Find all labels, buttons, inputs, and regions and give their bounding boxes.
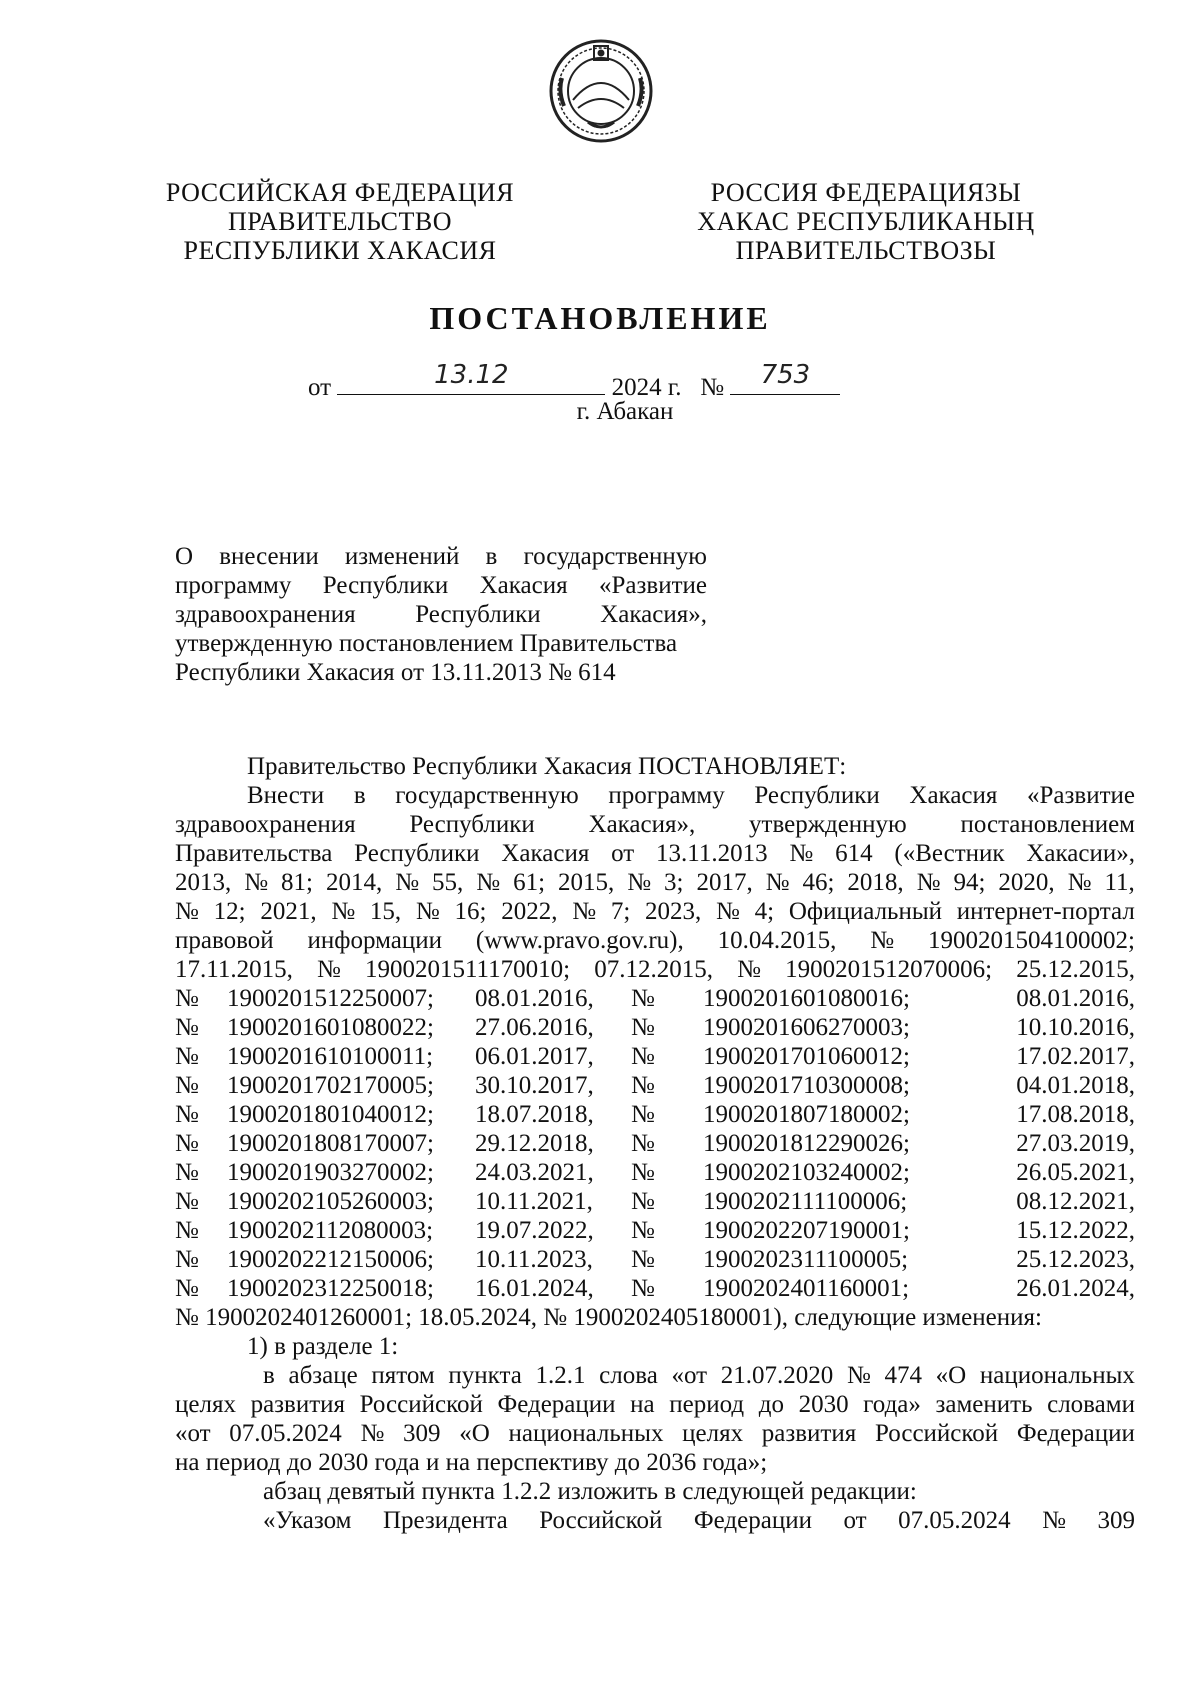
publication-row: № 1900201512250007; 08.01.2016, № 1900201601080016; 08.01.2016, [175,985,1135,1012]
handwritten-date: 13.12 [434,360,509,390]
city-name: г. Абакан [576,398,674,425]
number-label: № [700,374,725,401]
subject-line: здравоохранения Республики Хакасия», [175,601,707,628]
publication-row: № 1900201808170007; 29.12.2018, № 1900201812290026; 27.03.2019, [175,1130,1135,1157]
publication-row: № 1900201702170005; 30.10.2017, № 1900201710300008; 04.01.2018, [175,1072,1135,1099]
subject-line: утвержденную постановлением Правительства [175,630,678,657]
subject-block [175,542,707,687]
paragraph-line: № 12; 2021, № 15, № 16; 2022, № 7; 2023, № 4; Официальный интернет-портал [175,898,1135,925]
number-blank [730,360,840,395]
paragraph-line: Правительства Республики Хакасия от 13.11.2013 № 614 («Вестник Хакасии», [175,840,1135,867]
date-year: 2024 г. [611,374,682,401]
header-left-line: ПРАВИТЕЛЬСТВО [228,207,452,236]
paragraph-line: 17.11.2015, № 1900201511170010; 07.12.2015, № 1900201512070006; 25.12.2015, [175,956,1135,983]
document-body [175,752,1135,1535]
paragraph-last [175,1506,1135,1535]
publication-list [175,984,1135,1303]
header-left-line: РЕСПУБЛИКИ ХАКАСИЯ [183,236,497,265]
paragraph-line: абзац девятый пункта 1.2.2 изложить в следующей редакции: [263,1478,917,1505]
date-number-line [308,360,840,402]
header-right-line: ХАКАС РЕСПУБЛИКАНЫҢ [697,207,1035,236]
paragraph-line: здравоохранения Республики Хакасия», утвержденную постановлением [175,811,1135,838]
paragraph-line: Внести в государственную программу Республики Хакасия «Развитие [247,782,1135,809]
handwritten-number: 753 [760,360,811,390]
date-blank [337,360,605,395]
paragraph-line: правовой информации (www.pravo.gov.ru), 10.04.2015, № 1900201504100002; [175,927,1135,954]
date-prefix: от [308,374,332,401]
document-title: ПОСТАНОВЛЕНИЕ [429,300,771,336]
publication-row: № 1900202212150006; 10.11.2023, № 1900202311100005; 25.12.2023, [175,1246,1135,1273]
publication-row: № 1900202312250018; 16.01.2024, № 1900202401160001; 26.01.2024, [175,1275,1135,1302]
paragraph-tail: № 1900202401260001; 18.05.2024, № 1900202405180001), следующие изменения: [175,1304,1042,1331]
publication-row: № 1900201801040012; 18.07.2018, № 1900201807180002; 17.08.2018, [175,1101,1135,1128]
coat-of-arms-emblem [548,38,654,144]
header-right-line: ПРАВИТЕЛЬСТВОЗЫ [735,236,997,265]
publication-row: № 1900201610100011; 06.01.2017, № 1900201701060012; 17.02.2017, [175,1043,1135,1070]
subject-line: О внесении изменений в государственную [175,543,707,570]
header-right-block [656,178,1076,265]
paragraph-line: «Указом Президента Российской Федерации от 07.05.2024 № 309 [263,1507,1135,1534]
paragraph-line: на период до 2030 года и на перспективу до 2036 года»; [175,1449,768,1476]
header-right-line: РОССИЯ ФЕДЕРАЦИЯЗЫ [710,178,1022,207]
header-left-block [130,178,550,265]
paragraph-line: в абзаце пятом пункта 1.2.1 слова «от 21.07.2020 № 474 «О национальных [263,1362,1135,1389]
paragraph-line: 2013, № 81; 2014, № 55, № 61; 2015, № 3; 2017, № 46; 2018, № 94; 2020, № 11, [175,869,1135,896]
paragraph-line: «от 07.05.2024 № 309 «О национальных целях развития Российской Федерации [175,1420,1135,1447]
item-1: 1) в разделе 1: [247,1333,399,1360]
publication-row: № 1900202105260003; 10.11.2021, № 1900202111100006; 08.12.2021, [175,1188,1135,1215]
subject-line: Республики Хакасия от 13.11.2013 № 614 [175,659,616,686]
subject-line: программу Республики Хакасия «Развитие [175,572,707,599]
paragraph-line: целях развития Российской Федерации на период до 2030 года» заменить словами [175,1391,1135,1418]
publication-row: № 1900201601080022; 27.06.2016, № 1900201606270003; 10.10.2016, [175,1014,1135,1041]
header-left-line: РОССИЙСКАЯ ФЕДЕРАЦИЯ [165,178,515,207]
publication-row: № 1900201903270002; 24.03.2021, № 1900202103240002; 26.05.2021, [175,1159,1135,1186]
paragraph-amendment [175,1361,1135,1448]
publication-row: № 1900202112080003; 19.07.2022, № 1900202207190001; 15.12.2022, [175,1217,1135,1244]
preamble: Правительство Республики Хакасия ПОСТАНОВЛЯЕТ: [247,753,847,780]
paragraph-main [175,781,1135,984]
